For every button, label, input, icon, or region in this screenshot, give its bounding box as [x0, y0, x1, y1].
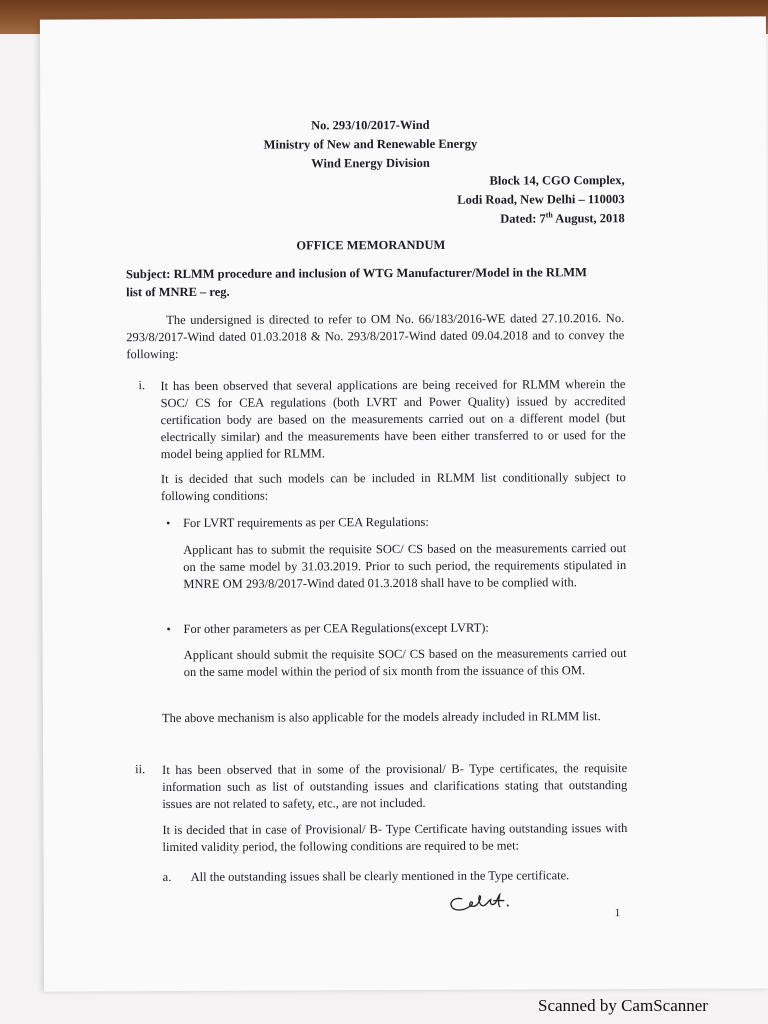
bullet-2: •	[166, 622, 171, 637]
subject-line-1: Subject: RLMM procedure and inclusion of WTG Manufacturer/Model in the RLMM	[125, 265, 587, 282]
subject-line-2: list of MNRE – reg.	[126, 284, 230, 300]
item-i-marker: i.	[138, 378, 146, 393]
document-page	[40, 16, 768, 991]
bullet-1-text: Applicant has to submit the requisite SOC/ CS based on the measurements carried out on the same model by 31.03.2019. Prior to such period, the requirements stipulated in MNRE OM 293/8/2017-Wind dated 01.3.2018 shall have to be complied with.	[183, 541, 627, 591]
address-line-1: Block 14, CGO Complex,	[489, 173, 625, 188]
intro-paragraph: The undersigned is directed to refer to OM No. 66/183/2016-WE dated 27.10.2016. No. 293/8/2017-Wind dated 01.03.2018 & No. 293/8/2017-Wind dated 09.04.2018 and to convey the following:	[126, 311, 625, 362]
sub-item-a-text: All the outstanding issues shall be clearly mentioned in the Type certificate.	[190, 868, 570, 884]
bullet-1-title: For LVRT requirements as per CEA Regulations:	[183, 514, 429, 530]
reference-number: No. 293/10/2017-Wind	[311, 117, 430, 133]
sub-item-a-marker: a.	[162, 870, 172, 885]
item-i-paragraph-3: The above mechanism is also applicable for the models already included in RLMM list.	[161, 709, 601, 726]
item-ii-marker: ii.	[135, 762, 146, 777]
ministry-name: Ministry of New and Renewable Energy	[263, 136, 478, 152]
page-number: 1	[614, 907, 621, 920]
bullet-2-title: For other parameters as per CEA Regulations(except LVRT):	[183, 620, 489, 636]
dated-prefix: Dated: 7	[500, 211, 546, 226]
item-i-paragraph-1: It has been observed that several applications are being received for RLMM wherein the SOC/ CS for CEA regulations (both LVRT and Power Quality) issued by accredited certification body are based on the measurements carried out on a different model (but electrically similar) and the measurements have been either transferred to or used for the model being applied for RLMM.	[160, 377, 626, 462]
division-name: Wind Energy Division	[311, 155, 430, 171]
address-line-2: Lodi Road, New Delhi – 110003	[457, 192, 625, 207]
memo-title: OFFICE MEMORANDUM	[296, 237, 446, 253]
scanner-watermark: Scanned by CamScanner	[538, 996, 708, 1015]
item-ii-paragraph-2: It is decided that in case of Provisional/ B- Type Certificate having outstanding issues with limited validity period, the following conditions are required to be met:	[162, 821, 628, 855]
bullet-1: •	[166, 516, 171, 531]
bullet-2-text: Applicant should submit the requisite SOC/ CS based on the measurements carried out on the same model within the period of six month from the issuance of this OM.	[183, 646, 627, 679]
item-ii-paragraph-1: It has been observed that in some of the provisional/ B- Type certificates, the requisite information such as list of outstanding issues and clarifications stating that outstanding issues are not related to safety, etc., are not included.	[162, 761, 628, 812]
handwritten-signature	[444, 890, 524, 916]
dated-line	[381, 210, 625, 227]
dated-suffix: August, 2018	[552, 211, 625, 226]
item-i-paragraph-2: It is decided that such models can be included in RLMM list conditionally subject to following conditions:	[160, 470, 626, 504]
dated-superscript: th	[545, 210, 553, 220]
